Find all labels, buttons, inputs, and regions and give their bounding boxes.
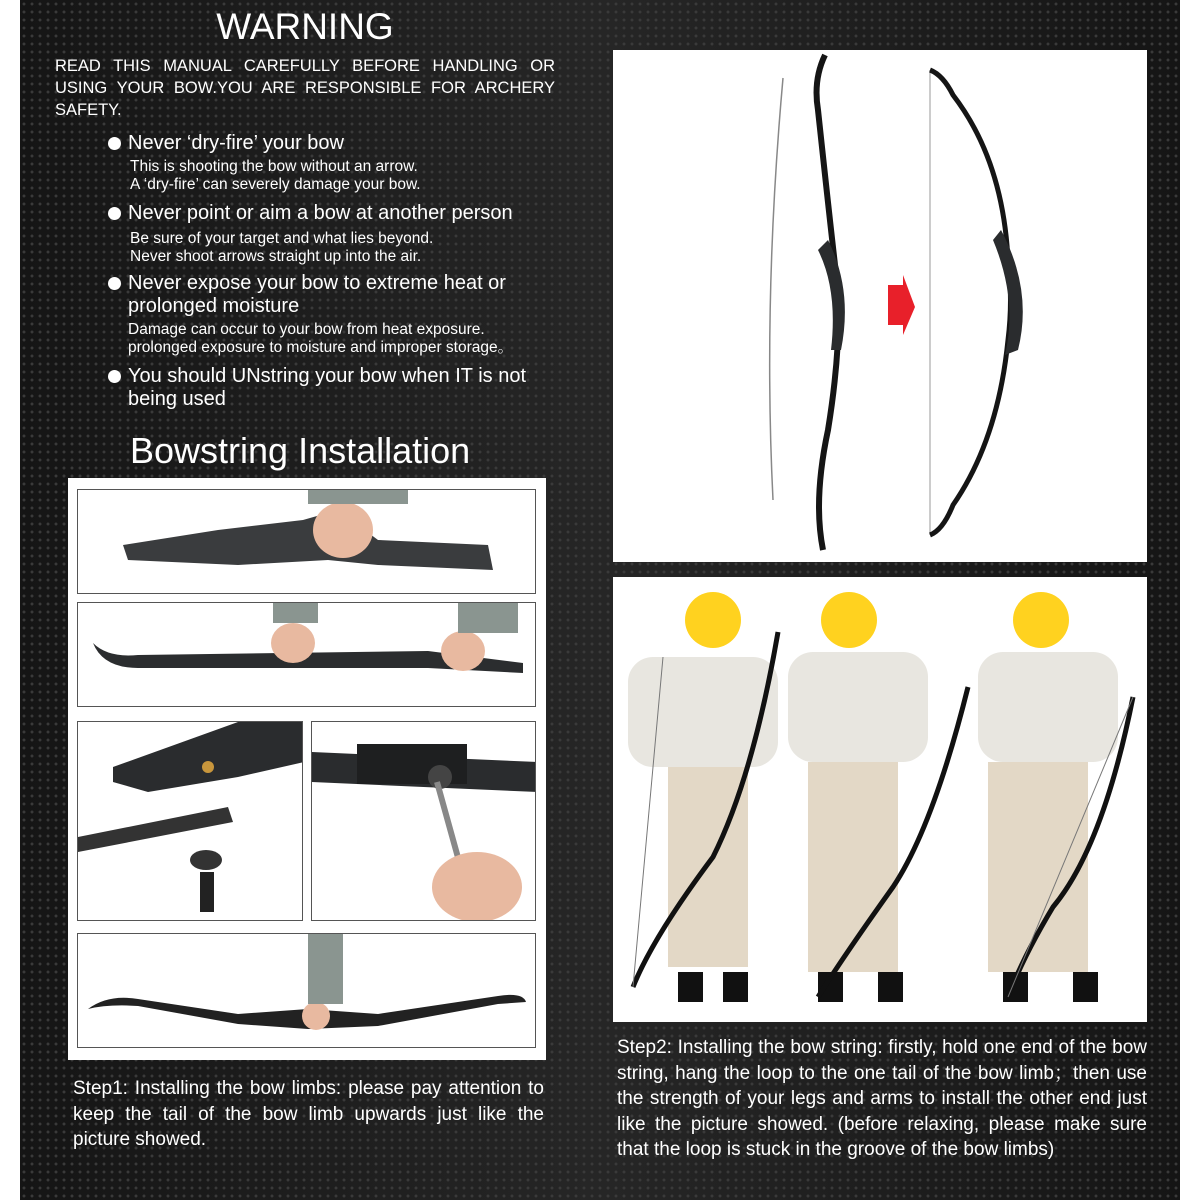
person-2 xyxy=(788,592,968,1002)
limb-attach-photo xyxy=(77,602,536,707)
rule-unstring xyxy=(108,365,528,411)
bow-strung-diagram xyxy=(613,50,1147,562)
rule-dry-fire xyxy=(108,132,558,194)
rule-heat xyxy=(108,272,528,357)
rule-detail: A ‘dry-fire’ can severely damage your bow. xyxy=(130,176,421,193)
riser-photo xyxy=(77,489,536,594)
rule-detail: Damage can occur to your bow from heat exposure. xyxy=(128,321,485,338)
step2-text: Step2: Installing the bow string: firstly, hold one end of the bow string, hang the loop to the one tail of the bow limb；then use the strength of your legs and arms to install the other end just like the picture showed. (before relaxing, please make sure that the loop is stuck in the groove of the bow limbs) xyxy=(617,1037,1147,1160)
screwdriver-photo xyxy=(311,721,536,921)
step1-text: Step1: Installing the bow limbs: please pay attention to keep the tail of the bow limb upwards just like the picture showed. xyxy=(73,1078,544,1150)
installation-title: Bowstring Installation xyxy=(130,430,471,471)
rule-detail: prolonged exposure to moisture and improper storage。 xyxy=(128,339,514,356)
rule-detail: Never shoot arrows straight up into the air. xyxy=(130,248,422,265)
arrow-right-icon xyxy=(888,275,915,335)
rule-heading: Never point or aim a bow at another person xyxy=(108,202,558,225)
rule-detail: Be sure of your target and what lies beyond. xyxy=(130,230,434,247)
person-3 xyxy=(978,592,1133,1002)
warning-title: WARNING xyxy=(216,6,394,47)
rule-heading: Never expose your bow to extreme heat or prolonged moisture xyxy=(108,272,528,318)
warning-intro: READ THIS MANUAL CAREFULLY BEFORE HANDLING OR USING YOUR BOW.YOU ARE RESPONSIBLE FOR ARCHERY SAFETY. xyxy=(55,57,555,119)
rule-heading: Never ‘dry-fire’ your bow xyxy=(108,132,558,155)
rule-heading: You should UNstring your bow when IT is not being used xyxy=(108,365,528,411)
limb-installation-photos xyxy=(68,478,546,1060)
assembled-bow-photo xyxy=(77,933,536,1048)
stringing-steps-photo xyxy=(613,577,1147,1022)
rule-detail: This is shooting the bow without an arrow. xyxy=(130,158,418,175)
rule-aim xyxy=(108,202,558,266)
screw-parts-photo xyxy=(77,721,303,921)
person-1 xyxy=(628,592,778,1002)
